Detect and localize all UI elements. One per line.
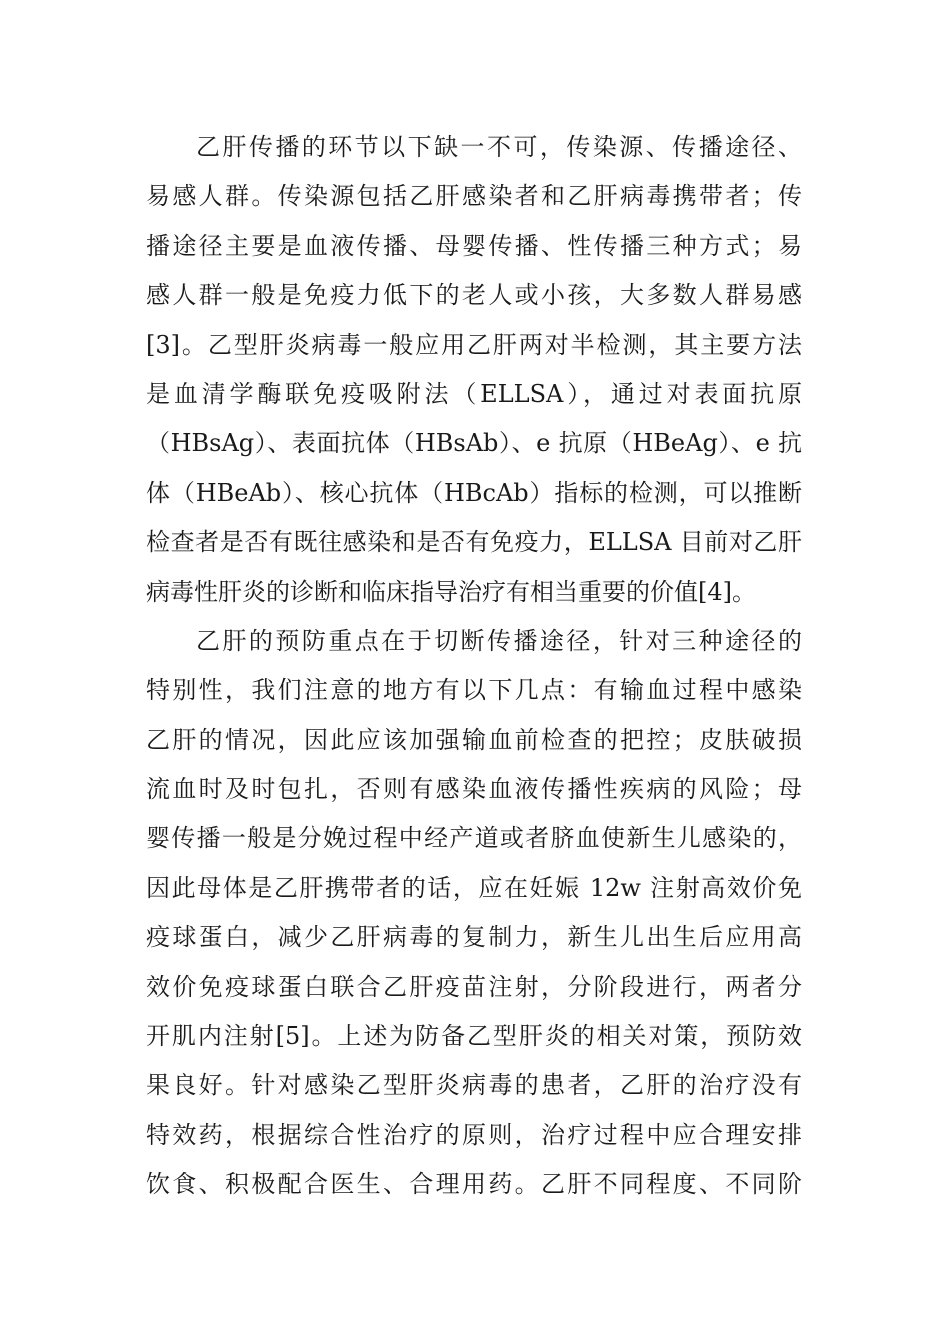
paragraph-line: 特别性，我们注意的地方有以下几点：有输血过程中感染 [146,676,802,705]
paragraph-line: 乙肝传播的环节以下缺一不可，传染源、传播途径、 [196,133,802,161]
paragraph-line: 特效药，根据综合性治疗的原则，治疗过程中应合理安排 [146,1120,802,1149]
paragraph-line: 因此母体是乙肝携带者的话，应在妊娠 12w 注射高效价免 [146,873,802,902]
paragraph-prevention [146,617,802,1210]
document-body [146,123,802,1210]
paragraph-transmission [146,123,802,617]
paragraph-line: 果良好。针对感染乙型肝炎病毒的患者，乙肝的治疗没有 [146,1071,802,1100]
paragraph-line: 体（HBeAb）、核心抗体（HBcAb）指标的检测，可以推断 [146,478,802,507]
paragraph-line: 流血时及时包扎，否则有感染血液传播性疾病的风险；母 [146,775,802,804]
paragraph-line: 婴传播一般是分娩过程中经产道或者脐血使新生儿感染的， [146,824,802,853]
paragraph-line: （HBsAg）、表面抗体（HBsAb）、e 抗原（HBeAg）、e 抗 [146,429,802,458]
paragraph-line: 感人群一般是免疫力低下的老人或小孩，大多数人群易感 [146,281,802,310]
paragraph-line: 是血清学酶联免疫吸附法（ELLSA），通过对表面抗原 [146,379,802,408]
paragraph-line: 检查者是否有既往感染和是否有免疫力，ELLSA 目前对乙肝 [146,528,802,557]
paragraph-line: 播途径主要是血液传播、母婴传播、性传播三种方式；易 [146,231,802,260]
paragraph-line: 饮食、积极配合医生、合理用药。乙肝不同程度、不同阶 [146,1170,802,1199]
paragraph-line: 乙肝的预防重点在于切断传播途径，针对三种途径的 [196,626,802,655]
paragraph-line: 开肌内注射[5]。上述为防备乙型肝炎的相关对策，预防效 [146,1022,802,1051]
paragraph-line: 效价免疫球蛋白联合乙肝疫苗注射，分阶段进行，两者分 [146,972,802,1001]
paragraph-line: 病毒性肝炎的诊断和临床指导治疗有相当重要的价值[4]。 [146,577,756,606]
paragraph-line: [3]。乙型肝炎病毒一般应用乙肝两对半检测，其主要方法 [146,330,802,359]
paragraph-line: 乙肝的情况，因此应该加强输血前检查的把控；皮肤破损 [146,725,802,754]
paragraph-line: 疫球蛋白，减少乙肝病毒的复制力，新生儿出生后应用高 [146,923,802,952]
paragraph-line: 易感人群。传染源包括乙肝感染者和乙肝病毒携带者；传 [146,182,802,211]
